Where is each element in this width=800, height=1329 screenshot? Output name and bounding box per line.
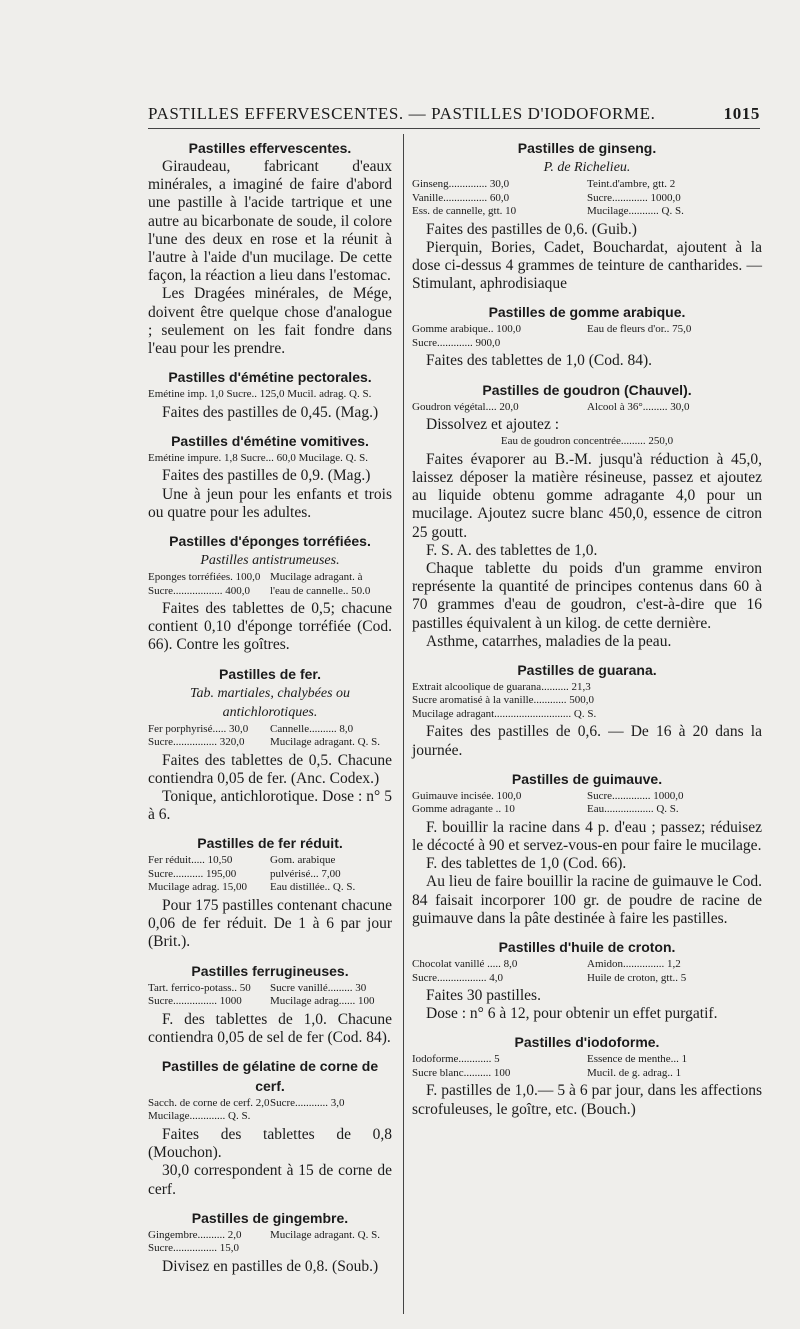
- recipe-section: [148, 1056, 392, 1199]
- section-heading: Pastilles ferrugineuses.: [191, 962, 349, 979]
- formula-cell: Eponges torréfiées. 100,0: [148, 571, 261, 584]
- body-paragraph: Pierquin, Bories, Cadet, Bouchardat, ajoutent à la dose ci-dessus 4 grammes de teinture de cantharides. — Stimulant, aphrodisiaque: [412, 238, 762, 293]
- body-paragraph: Faites des pastilles de 0,9. (Mag.): [162, 467, 371, 485]
- formula-row: [148, 881, 392, 895]
- body-paragraph: Faites des pastilles de 0,6. — De 16 à 20 dans la journée.: [412, 723, 762, 759]
- formula: [412, 178, 762, 219]
- body-paragraph: F. des tablettes de 1,0 (Cod. 66).: [426, 855, 627, 873]
- formula-cell: Fer réduit..... 10,50: [148, 854, 233, 867]
- formula-cell: Mucilage adrag. 15,00: [148, 881, 247, 894]
- formula: [148, 1229, 392, 1256]
- formula: [148, 723, 392, 750]
- formula-cell: Sucre.................. 4,0: [412, 971, 504, 984]
- formula-cell: Essence de menthe... 1: [587, 1053, 688, 1066]
- formula-line: Emétine impure. 1,8 Sucre... 60,0 Mucilage. Q. S.: [148, 451, 368, 464]
- body-paragraph: Asthme, catarrhes, maladies de la peau.: [426, 632, 672, 650]
- recipe-section: [412, 380, 762, 651]
- body-paragraph: Au lieu de faire bouillir la racine de guimauve le Cod. 84 faisait incorporer 100 gr. de poudre de racine de guimauve dans la pâte destinée à faire les pastilles.: [412, 873, 762, 927]
- section-heading: Pastilles de gomme arabique.: [488, 304, 686, 321]
- formula-cell: Sacch. de corne de cerf. 2,0: [148, 1096, 270, 1109]
- formula-cell: Mucilage adragant. Q. S.: [270, 736, 380, 749]
- section-heading: Pastilles de guimauve.: [511, 770, 663, 787]
- section-heading: Pastilles de gélatine de corne de cerf.: [161, 1057, 379, 1094]
- section-heading: Pastilles d'iodoforme.: [514, 1034, 660, 1051]
- body-paragraph: Pour 175 pastilles contenant chacune 0,06 de fer réduit. De 1 à 6 par jour (Brit.).: [148, 896, 392, 951]
- formula: [148, 388, 392, 402]
- formula-cell: Sucre vanillé......... 30: [270, 981, 367, 994]
- formula: [148, 1097, 392, 1124]
- formula-cell: Vanille................ 60,0: [412, 191, 510, 204]
- formula-row: [148, 868, 392, 882]
- formula-row: [148, 1242, 392, 1256]
- recipe-section: [148, 531, 392, 655]
- formula-cell: Gomme arabique.. 100,0: [412, 323, 522, 336]
- formula-row: [148, 1229, 392, 1243]
- formula-row: [148, 1097, 392, 1111]
- section-heading: Pastilles de fer.: [219, 665, 321, 682]
- formula-row: [148, 585, 392, 599]
- formula-row: [412, 323, 762, 337]
- formula-cell: [270, 1110, 392, 1124]
- section-heading: Pastilles de gingembre.: [191, 1209, 349, 1226]
- body-paragraph: F. des tablettes de 1,0. Chacune contiendra 0,05 de sel de fer (Cod. 84).: [148, 1010, 392, 1046]
- formula-cell: Iodoforme............ 5: [412, 1053, 500, 1066]
- recipe-section: [148, 1208, 392, 1276]
- body-paragraph: Une à jeun pour les enfants et trois ou quatre pour les adultes.: [148, 485, 392, 521]
- formula-cell: Goudron végétal.... 20,0: [412, 400, 519, 413]
- body-paragraph: Dose : n° 6 à 12, pour obtenir un effet purgatif.: [426, 1005, 718, 1023]
- formula-cell: Sucre............. 1000,0: [587, 191, 681, 204]
- body-paragraph: F. bouillir la racine dans 4 p. d'eau ; passez; réduisez le décocté à 90 et servez-vous-en pour faire le mucilage.: [412, 818, 762, 855]
- formula-cell: Sucre........... 195,00: [148, 867, 237, 880]
- formula-row: [148, 982, 392, 996]
- section-heading: Pastilles d'émétine pectorales.: [168, 369, 372, 386]
- formula-cell: Ess. de cannelle, gtt. 10: [412, 205, 517, 217]
- recipe-section: [148, 138, 392, 358]
- formula: [148, 982, 392, 1009]
- body-paragraph: F. pastilles de 1,0.— 5 à 6 par jour, dans les affections scrofuleuses, le goître, etc. (Bouch.): [412, 1082, 762, 1118]
- section-subtitle: Tab. martiales, chalybées ou antichlorotiques.: [189, 685, 351, 720]
- section-heading: Pastilles effervescentes.: [188, 140, 352, 156]
- formula-cell: Mucilage........... Q. S.: [587, 205, 684, 217]
- section-subtitle: P. de Richelieu.: [543, 160, 631, 175]
- formula-row: [148, 736, 392, 750]
- formula-row: [148, 854, 392, 868]
- recipe-section: [148, 431, 392, 522]
- body-paragraph: Les Dragées minérales, de Mége, doivent être quelque chose d'analogue ; seulement on les fait fondre dans l'eau pour les prendre.: [148, 285, 392, 358]
- formula-cell: Mucilage adragant. Q. S.: [270, 1228, 380, 1241]
- left-column: [148, 134, 392, 1276]
- formula: [412, 790, 762, 817]
- formula-cell: Eau.................. Q. S.: [587, 803, 679, 816]
- recipe-section: [412, 660, 762, 760]
- recipe-section: [148, 367, 392, 422]
- formula-row: [412, 803, 762, 817]
- body-paragraph: F. S. A. des tablettes de 1,0.: [426, 541, 598, 559]
- section-heading: Pastilles d'éponges torréfiées.: [169, 533, 371, 550]
- body-paragraph: Faites des pastilles de 0,6. (Guib.): [426, 220, 637, 238]
- body-paragraph: 30,0 correspondent à 15 de corne de cerf.: [148, 1162, 392, 1198]
- section-heading: Pastilles d'émétine vomitives.: [171, 432, 369, 449]
- formula: [148, 854, 392, 895]
- formula-cell: Amidon............... 1,2: [587, 958, 681, 971]
- header-title: PASTILLES EFFERVESCENTES. — PASTILLES D'IODOFORME.: [148, 104, 656, 123]
- formula-row: [412, 401, 762, 415]
- body-paragraph: Faites des tablettes de 1,0 (Cod. 84).: [426, 352, 652, 370]
- formula-row: [412, 1067, 762, 1081]
- formula: [148, 452, 392, 466]
- formula-row: [412, 958, 762, 972]
- formula-cell: l'eau de cannelle.. 50.0: [270, 584, 371, 597]
- recipe-section: [412, 937, 762, 1023]
- recipe-section: [412, 138, 762, 293]
- formula-cell: Gomme adragante .. 10: [412, 803, 515, 816]
- section-heading: Pastilles de guarana.: [517, 661, 657, 678]
- section-heading: Pastilles d'huile de croton.: [498, 939, 676, 956]
- formula-line: Extrait alcoolique de guarana.......... 21,3: [412, 680, 591, 693]
- formula-cell: Cannelle.......... 8,0: [270, 722, 354, 735]
- formula-line: Emétine imp. 1,0 Sucre.. 125,0 Mucil. adrag. Q. S.: [148, 388, 372, 401]
- formula: [412, 401, 762, 415]
- body-paragraph: Faites des tablettes de 0,5. Chacune contiendra 0,05 de fer. (Anc. Codex.): [148, 751, 392, 787]
- body-paragraph: Faites 30 pastilles.: [426, 987, 541, 1005]
- body-paragraph: Chaque tablette du poids d'un gramme environ représente la quantité de principes contenus dans 60 à 70 grammes d'eau de goudron, c'est-à-dire que 16 pastilles équivalent à un kilog. de cette dernière.: [412, 559, 762, 632]
- formula-row: [412, 192, 762, 206]
- formula-cell: Sucre............ 3,0: [270, 1096, 345, 1109]
- formula: [412, 1053, 762, 1080]
- formula: [412, 323, 762, 350]
- formula-row: [412, 178, 762, 192]
- formula-cell: Eau distillée.. Q. S.: [270, 881, 356, 894]
- formula-cell: Sucre................ 320,0: [148, 736, 245, 749]
- formula-cell: Sucre................ 1000: [148, 995, 242, 1008]
- formula-cell: Sucre blanc.......... 100: [412, 1066, 511, 1079]
- formula-cell: Ginseng.............. 30,0: [412, 178, 510, 190]
- formula-cell: Tart. ferrico-potass.. 50: [148, 981, 251, 994]
- body-paragraph: Faites des tablettes de 0,5; chacune contient 0,10 d'éponge torréfiée (Cod. 66). Contre les goîtres.: [148, 600, 392, 654]
- formula: [412, 958, 762, 985]
- recipe-section: [412, 1032, 762, 1118]
- formula-cell: [587, 337, 762, 351]
- formula-cell: Fer porphyrisé..... 30,0: [148, 722, 249, 735]
- formula-cell: Gingembre.......... 2,0: [148, 1228, 242, 1241]
- column-divider: [403, 134, 404, 1314]
- running-header: [148, 104, 760, 126]
- recipe-section: [148, 961, 392, 1047]
- formula-line: Sucre aromatisé à la vanille............ 500,0: [412, 694, 595, 707]
- section-heading: Pastilles de goudron (Chauvel).: [482, 381, 692, 398]
- section-subtitle: Pastilles antistrumeuses.: [200, 553, 340, 569]
- formula-row: [412, 972, 762, 986]
- formula-cell: Teint.d'ambre, gtt. 2: [587, 178, 676, 190]
- formula-row: [412, 1053, 762, 1067]
- recipe-section: [148, 833, 392, 951]
- formula-cell: Guimauve incisée. 100,0: [412, 789, 522, 802]
- formula-row: [412, 790, 762, 804]
- formula-cell: Huile de croton, gtt.. 5: [587, 971, 687, 984]
- formula-cell: Sucre.................. 400,0: [148, 584, 251, 597]
- body-paragraph: Giraudeau, fabricant d'eaux minérales, a imaginé de faire d'abord une pastille à l'acide tartrique et une autre au bicarbonate de soude, il colore l'une des deux en rose et la réunit à l'autre à l'aide d'un mucilage. De cette façon, la réaction a lieu dans l'estomac.: [148, 158, 392, 285]
- formula-row: [412, 205, 762, 219]
- formula: [148, 571, 392, 598]
- page-number: 1015: [723, 104, 760, 123]
- formula-cell: Sucre................ 15,0: [148, 1242, 240, 1255]
- formula-cell: Gom. arabique: [270, 854, 336, 867]
- formula-cell: pulvérisé... 7,00: [270, 867, 341, 880]
- formula-cell: Mucil. de g. adrag.. 1: [587, 1066, 682, 1079]
- recipe-section: [148, 664, 392, 825]
- formula-cell: Mucilage adrag...... 100: [270, 995, 375, 1008]
- formula-row: [148, 723, 392, 737]
- formula-cell: Sucre............. 900,0: [412, 336, 501, 349]
- body-paragraph: Faites évaporer au B.-M. jusqu'à réduction à 45,0, laissez déposer la matière résineuse, passez et ajoutez au liquide obtenu gomme adragante 4,0 pour un mucilage. Ajoutez sucre blanc 450,0, essence de citron 25 goutt.: [412, 450, 762, 541]
- body-paragraph: Divisez en pastilles de 0,8. (Soub.): [162, 1257, 379, 1275]
- recipe-section: [412, 769, 762, 928]
- body-paragraph: Faites des tablettes de 0,8 (Mouchon).: [148, 1125, 392, 1162]
- formula-cell: Alcool à 36°......... 30,0: [587, 400, 690, 413]
- formula-row: [412, 337, 762, 351]
- body-paragraph: Tonique, antichlorotique. Dose : n° 5 à 6.: [148, 788, 392, 824]
- formula-row: [148, 571, 392, 585]
- formula-line: Eau de goudron concentrée......... 250,0: [500, 435, 674, 448]
- formula-cell: Sucre.............. 1000,0: [587, 789, 684, 802]
- formula: [412, 435, 762, 449]
- formula: [412, 681, 762, 722]
- formula-line: Mucilage adragant............................ Q. S.: [412, 707, 597, 720]
- body-paragraph: Dissolvez et ajoutez :: [426, 416, 559, 434]
- formula-cell: [270, 1242, 392, 1256]
- formula-cell: Mucilage adragant. à: [270, 571, 363, 584]
- formula-cell: Chocolat vanillé ..... 8,0: [412, 958, 518, 971]
- section-heading: Pastilles de fer réduit.: [197, 835, 343, 852]
- formula-row: [148, 995, 392, 1009]
- header-rule: [148, 128, 760, 129]
- recipe-section: [412, 302, 762, 370]
- section-heading: Pastilles de ginseng.: [517, 140, 657, 156]
- right-column: [412, 134, 762, 1119]
- formula-row: [148, 1110, 392, 1124]
- formula-cell: Mucilage............. Q. S.: [148, 1110, 251, 1123]
- formula-cell: Eau de fleurs d'or.. 75,0: [587, 323, 692, 336]
- body-paragraph: Faites des pastilles de 0,45. (Mag.): [162, 403, 379, 421]
